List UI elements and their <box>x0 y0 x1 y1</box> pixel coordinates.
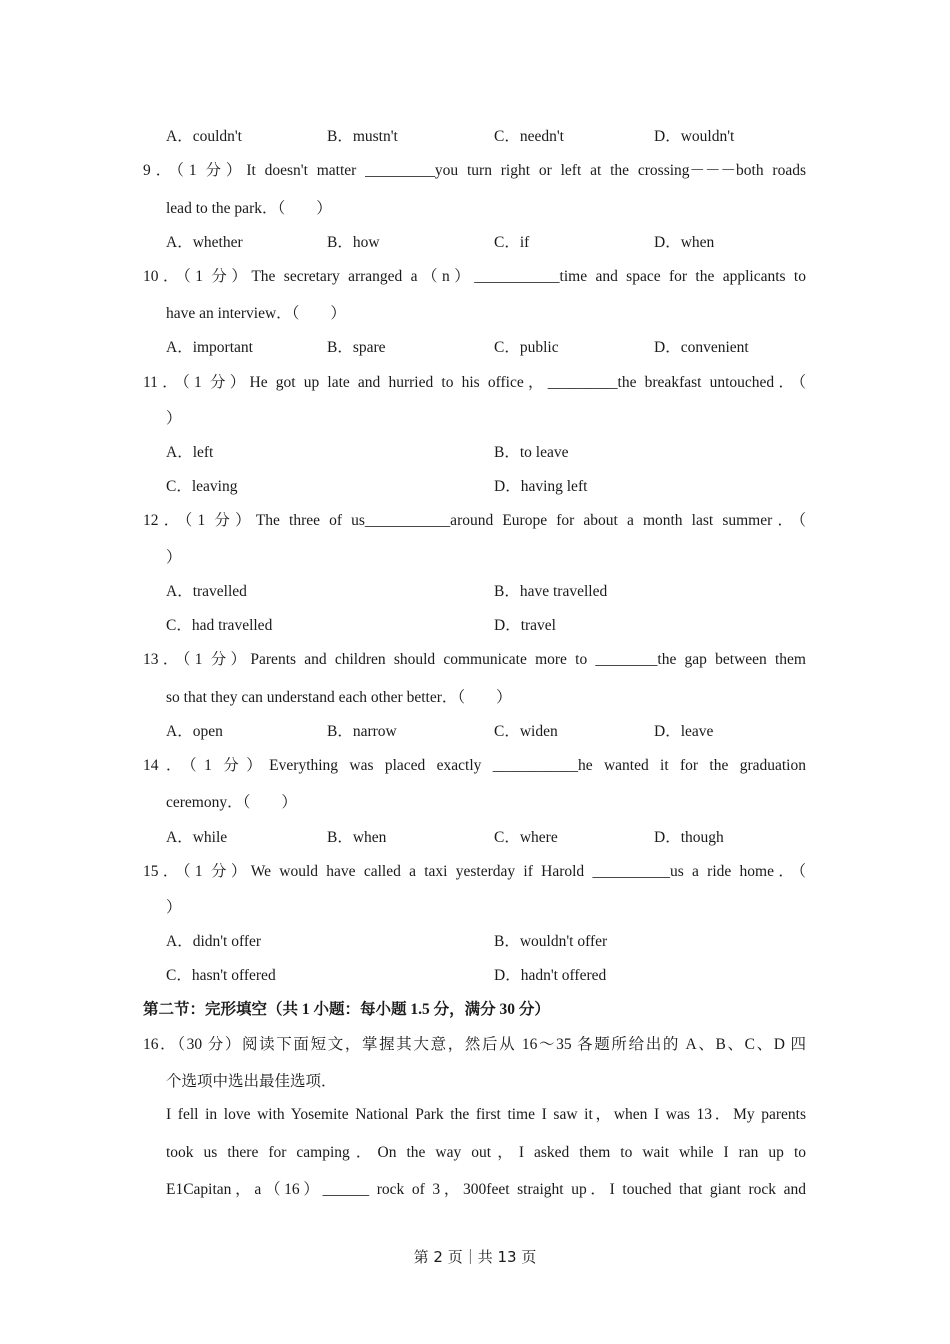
q12-option-c: C．had travelled <box>166 617 273 634</box>
q10-option-c: C．public <box>494 339 559 356</box>
passage-line-1: I fell in love with Yosemite National Park the first time I saw it，when I was 13．My parents <box>166 1106 806 1123</box>
q8-option-d: D．wouldn't <box>654 128 735 145</box>
q11-option-c: C．leaving <box>166 478 238 495</box>
q9-stem: 9．（1 分）It doesn't matter _________you turn right or left at the crossing－－－both roads <box>143 162 806 179</box>
q9-option-b: B．how <box>327 234 380 251</box>
q9-stem-cont: lead to the park．（ ） <box>166 200 332 217</box>
q11-option-a: A．left <box>166 444 214 461</box>
q16-stem-cont: 个选项中选出最佳选项． <box>166 1073 337 1090</box>
q10-option-b: B．spare <box>327 339 386 356</box>
q13-option-c: C．widen <box>494 723 558 740</box>
q14-option-c: C．where <box>494 829 558 846</box>
q12-stem-cont: ） <box>166 549 182 566</box>
q11-stem-cont: ） <box>166 410 182 427</box>
q8-option-b: B．mustn't <box>327 128 398 145</box>
q10-stem-cont: have an interview．（ ） <box>166 305 346 322</box>
q9-option-c: C．if <box>494 234 530 251</box>
q15-option-a: A．didn't offer <box>166 933 262 950</box>
q14-stem-cont: ceremony．（ ） <box>166 794 297 811</box>
q12-option-a: A．travelled <box>166 583 247 600</box>
passage-line-2: took us there for camping．On the way out，I asked them to wait while I ran up to <box>166 1144 806 1161</box>
q15-option-b: B．wouldn't offer <box>494 933 608 950</box>
q14-option-b: B．when <box>327 829 387 846</box>
q14-option-d: D．though <box>654 829 724 846</box>
passage-line-3: E1Capitan，a（16）______ rock of 3，300feet straight up．I touched that giant rock and <box>166 1181 806 1198</box>
q13-stem-cont: so that they can understand each other better．（ ） <box>166 689 512 706</box>
q13-option-b: B．narrow <box>327 723 397 740</box>
q16-stem: 16．（30 分）阅读下面短文，掌握其大意，然后从 16～35 各题所给出的 A、B、C、D 四 <box>143 1036 806 1053</box>
q15-option-c: C．hasn't offered <box>166 967 276 984</box>
page-footer: 第 2 页｜共 13 页 <box>413 1248 537 1266</box>
q9-option-a: A．whether <box>166 234 243 251</box>
q13-option-a: A．open <box>166 723 223 740</box>
q8-option-a: A．couldn't <box>166 128 242 145</box>
q11-option-b: B．to leave <box>494 444 569 461</box>
q13-option-d: D．leave <box>654 723 714 740</box>
q11-option-d: D．having left <box>494 478 588 495</box>
q12-option-d: D．travel <box>494 617 556 634</box>
q15-option-d: D．hadn't offered <box>494 967 607 984</box>
q12-option-b: B．have travelled <box>494 583 608 600</box>
q13-stem: 13．（1 分）Parents and children should communicate more to ________the gap between them <box>143 651 806 668</box>
q14-option-a: A．while <box>166 829 228 846</box>
q8-option-c: C．needn't <box>494 128 564 145</box>
q15-stem-cont: ） <box>166 899 182 916</box>
q14-stem: 14．（1 分）Everything was placed exactly ___________he wanted it for the graduation <box>143 757 806 774</box>
section-heading: 第二节：完形填空（共 1 小题：每小题 1.5 分，满分 30 分） <box>143 1001 550 1018</box>
q10-stem: 10．（1 分）The secretary arranged a（n）___________time and space for the applicants to <box>143 268 806 285</box>
q11-stem: 11．（1 分）He got up late and hurried to his office，_________the breakfast untouched．（ <box>143 374 806 391</box>
q10-option-a: A．important <box>166 339 253 356</box>
q9-option-d: D．when <box>654 234 715 251</box>
q10-option-d: D．convenient <box>654 339 749 356</box>
q12-stem: 12．（1 分）The three of us___________around Europe for about a month last summer．（ <box>143 512 806 529</box>
q15-stem: 15．（1 分）We would have called a taxi yesterday if Harold __________us a ride home．（ <box>143 863 806 880</box>
